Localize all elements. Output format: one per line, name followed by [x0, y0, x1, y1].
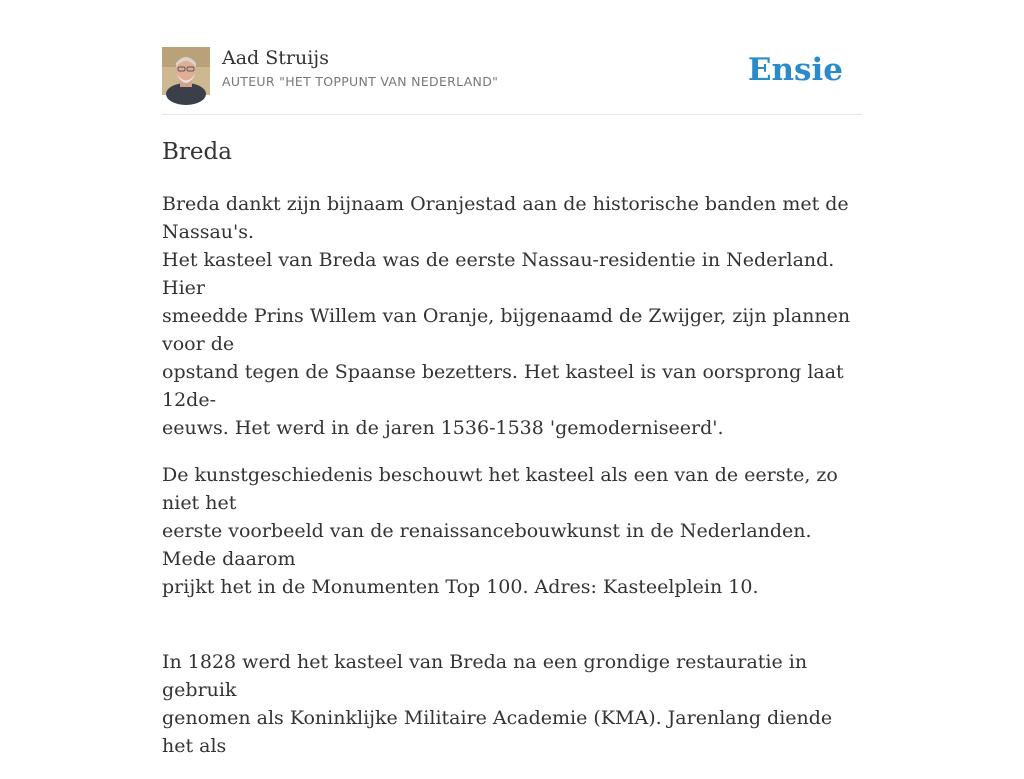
author-header [162, 46, 862, 115]
ensie-logo[interactable]: Ensie [747, 52, 843, 88]
article-body [162, 190, 862, 779]
article-paragraph: In 1828 werd het kasteel van Breda na een grondige restauratie in gebruik genomen als Koninklijke Militaire Academie (KMA). Jarenlang diende het als [162, 651, 833, 757]
author-avatar[interactable] [162, 47, 210, 95]
paragraph-spacer [162, 620, 862, 648]
author-name[interactable]: Aad Struijs [222, 47, 329, 69]
avatar-photo-icon [162, 47, 210, 95]
article-paragraph: De kunstgeschiedenis beschouwt het kasteel als een van de eerste, zo niet het eerste voorbeeld van de renaissancebouwkunst in de Nederlanden. Mede daarom prijkt het in de Monumenten Top 100. Adres: Kasteelplein 10. [162, 464, 838, 598]
article-title: Breda [162, 139, 232, 165]
author-subtitle: AUTEUR "HET TOPPUNT VAN NEDERLAND" [222, 74, 499, 89]
article-paragraph: Breda dankt zijn bijnaam Oranjestad aan de historische banden met de Nassau's. Het kasteel van Breda was de eerste Nassau-residentie in Nederland. Hier smeedde Prins Willem van Oranje, bijgenaamd de Zwijger, zijn plannen voor de opstand tegen de Spaanse bezetters. Het kasteel is van oorsprong laat 12de- eeuws. Het werd in de jaren 1536-1538 'gemoderniseerd'. [162, 193, 851, 439]
